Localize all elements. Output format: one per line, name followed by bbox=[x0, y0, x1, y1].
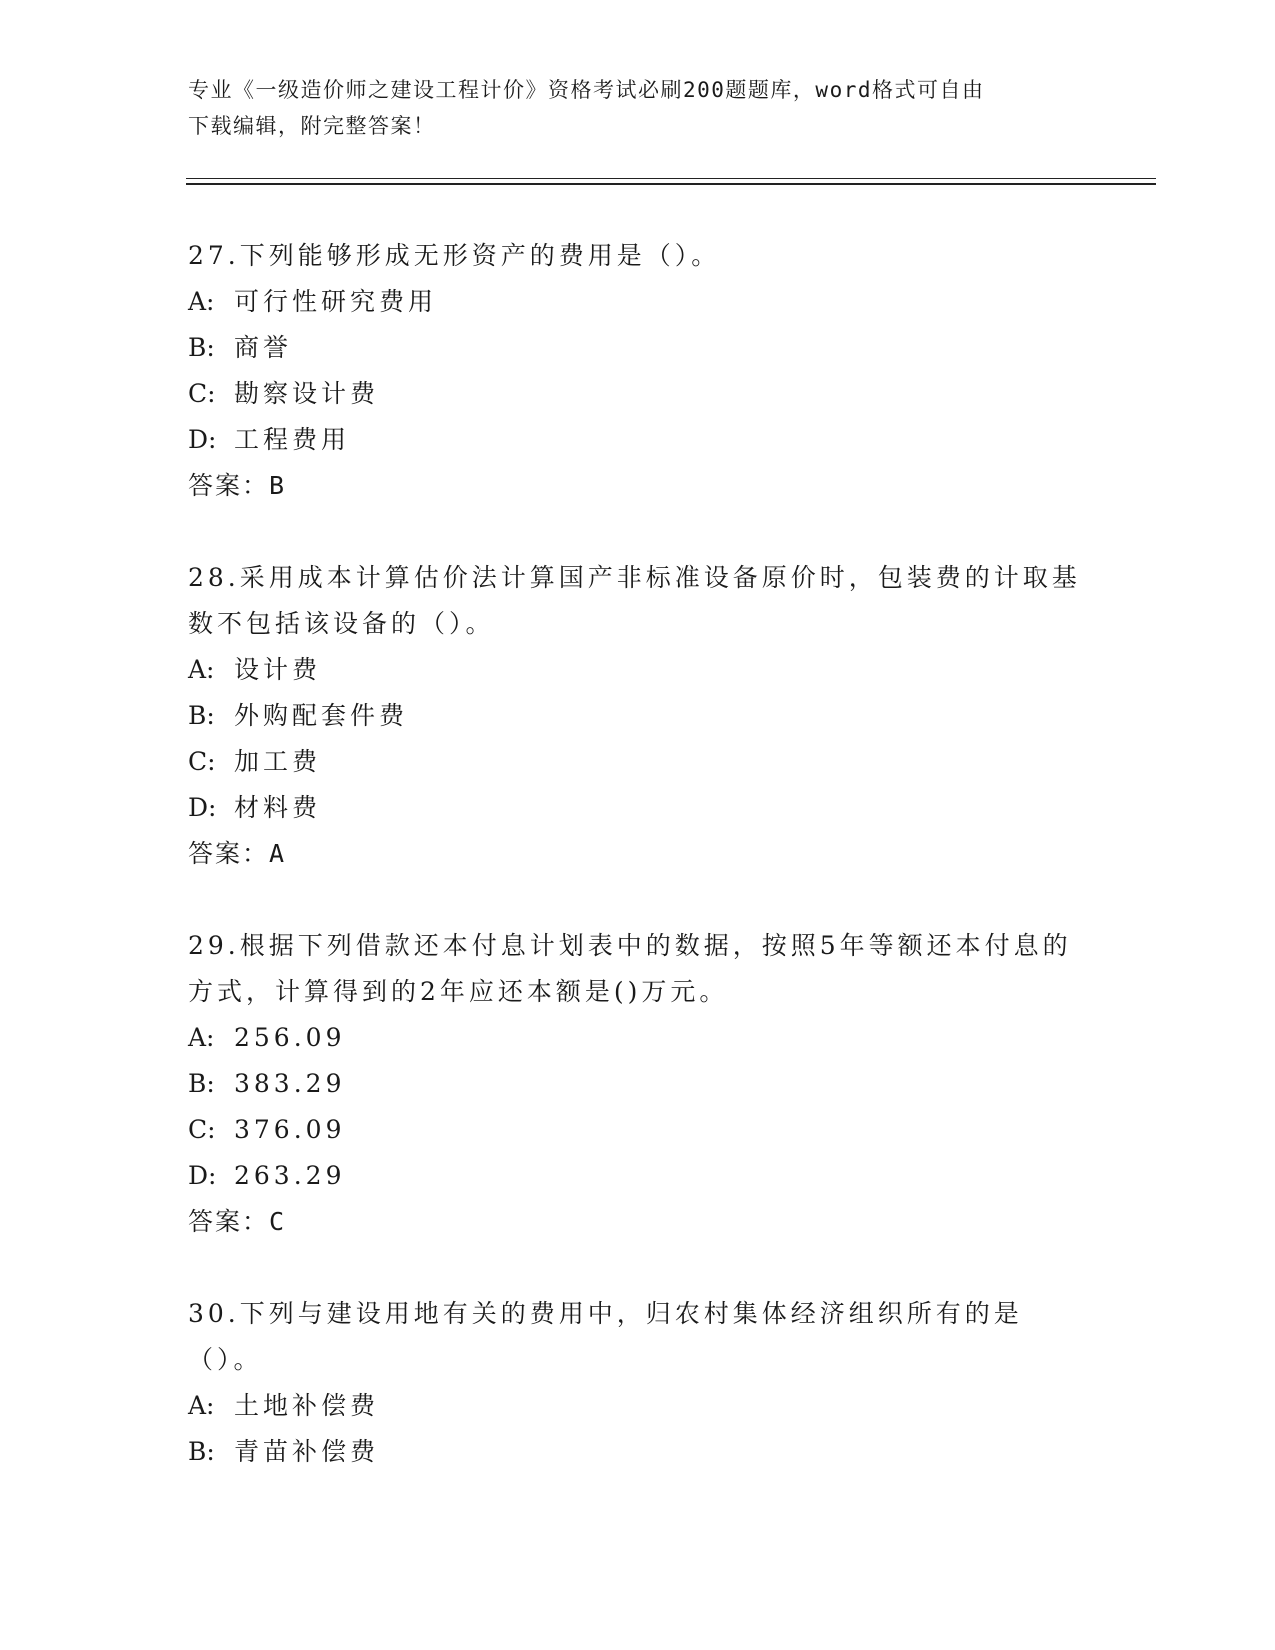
option-letter: D: bbox=[188, 793, 217, 822]
question-list bbox=[188, 233, 1088, 1521]
option-text: 工程费用 bbox=[234, 425, 351, 454]
option-letter: C: bbox=[188, 1115, 216, 1144]
option-letter: A: bbox=[188, 287, 215, 316]
header-rule-thick bbox=[186, 183, 1156, 185]
option-text: 土地补偿费 bbox=[234, 1391, 380, 1420]
header-rule-thin bbox=[186, 178, 1156, 179]
option-text: 勘察设计费 bbox=[234, 379, 380, 408]
question-30 bbox=[188, 1291, 1088, 1475]
option-a bbox=[188, 279, 1088, 325]
option-a bbox=[188, 647, 1088, 693]
question-29 bbox=[188, 923, 1088, 1245]
option-letter: B: bbox=[188, 1437, 215, 1466]
option-a bbox=[188, 1015, 1088, 1061]
option-text: 263.29 bbox=[234, 1161, 346, 1190]
header-line-2: 下载编辑，附完整答案！ bbox=[188, 114, 436, 138]
option-letter: D: bbox=[188, 1161, 217, 1190]
option-letter: C: bbox=[188, 379, 216, 408]
question-28 bbox=[188, 555, 1088, 877]
option-letter: B: bbox=[188, 1069, 215, 1098]
option-text: 376.09 bbox=[234, 1115, 346, 1144]
answer-value: A bbox=[269, 839, 287, 868]
option-d bbox=[188, 417, 1088, 463]
answer-line bbox=[188, 831, 1088, 877]
option-text: 外购配套件费 bbox=[234, 701, 409, 730]
question-27 bbox=[188, 233, 1088, 509]
question-text: 29.根据下列借款还本付息计划表中的数据，按照5年等额还本付息的方式，计算得到的2年应还本额是()万元。 bbox=[188, 931, 1072, 1006]
question-text: 28.采用成本计算估价法计算国产非标准设备原价时，包装费的计取基数不包括该设备的（）。 bbox=[188, 563, 1081, 638]
option-text: 材料费 bbox=[234, 793, 322, 822]
option-c bbox=[188, 739, 1088, 785]
document-header bbox=[188, 72, 1088, 144]
option-d bbox=[188, 785, 1088, 831]
option-text: 设计费 bbox=[234, 655, 322, 684]
answer-label: 答案： bbox=[188, 839, 270, 868]
option-text: 256.09 bbox=[234, 1023, 346, 1052]
answer-value: C bbox=[269, 1207, 287, 1236]
option-a bbox=[188, 1383, 1088, 1429]
option-letter: C: bbox=[188, 747, 216, 776]
option-b bbox=[188, 1429, 1088, 1475]
option-text: 加工费 bbox=[234, 747, 322, 776]
option-c bbox=[188, 371, 1088, 417]
option-letter: A: bbox=[188, 655, 215, 684]
option-letter: B: bbox=[188, 701, 215, 730]
answer-label: 答案： bbox=[188, 471, 270, 500]
option-letter: D: bbox=[188, 425, 217, 454]
answer-value: B bbox=[269, 471, 287, 500]
option-text: 383.29 bbox=[234, 1069, 346, 1098]
option-b bbox=[188, 325, 1088, 371]
option-text: 可行性研究费用 bbox=[234, 287, 438, 316]
header-line-1: 专业《一级造价师之建设工程计价》资格考试必刷200题题库，word格式可自由 bbox=[188, 78, 985, 102]
option-text: 商誉 bbox=[234, 333, 293, 362]
answer-line bbox=[188, 1199, 1088, 1245]
option-b bbox=[188, 1061, 1088, 1107]
option-letter: A: bbox=[188, 1391, 215, 1420]
answer-label: 答案： bbox=[188, 1207, 270, 1236]
option-text: 青苗补偿费 bbox=[234, 1437, 380, 1466]
option-b bbox=[188, 693, 1088, 739]
option-letter: B: bbox=[188, 333, 215, 362]
question-text: 30.下列与建设用地有关的费用中，归农村集体经济组织所有的是（）。 bbox=[188, 1299, 1023, 1374]
question-text: 27.下列能够形成无形资产的费用是（）。 bbox=[188, 241, 721, 270]
option-c bbox=[188, 1107, 1088, 1153]
option-d bbox=[188, 1153, 1088, 1199]
option-letter: A: bbox=[188, 1023, 215, 1052]
answer-line bbox=[188, 463, 1088, 509]
